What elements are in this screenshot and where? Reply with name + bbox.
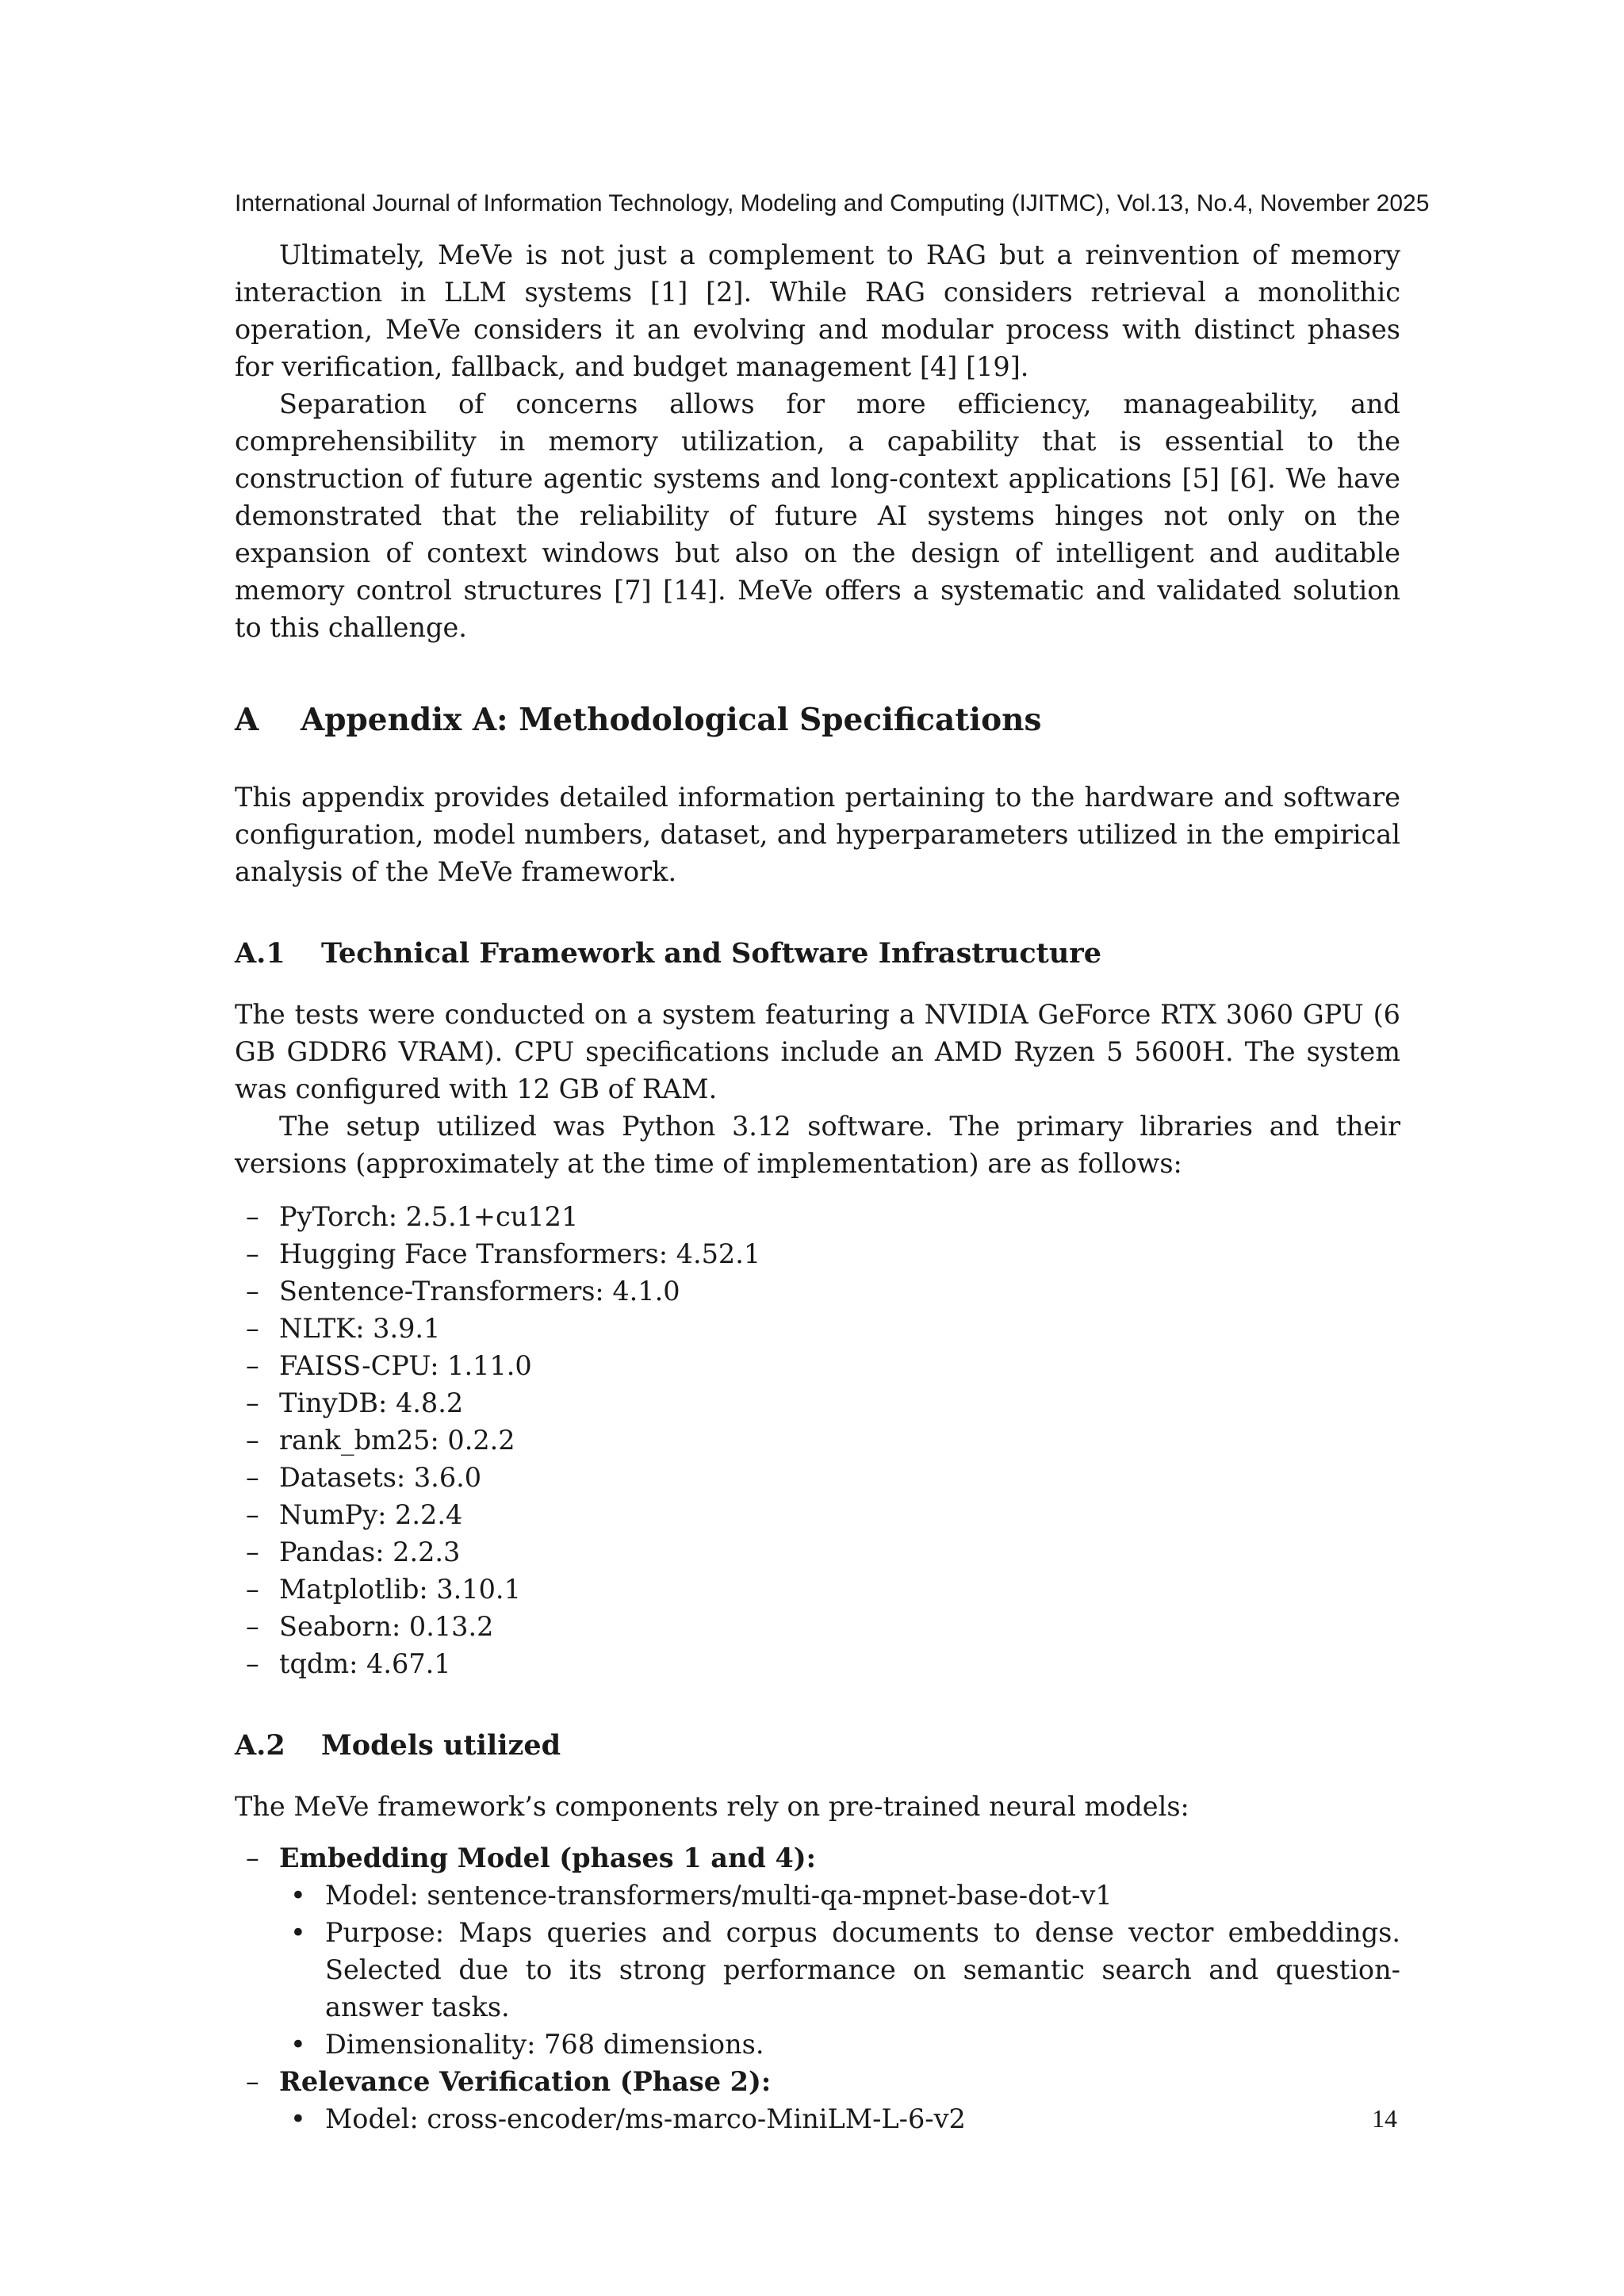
library-item: – Pandas: 2.2.3: [235, 1533, 1400, 1571]
running-header: International Journal of Information Technology, Modeling and Computing (IJITMC), Vol.13, No.4, November 2025: [235, 190, 1430, 216]
model-title: – Relevance Verification (Phase 2):: [279, 2066, 772, 2097]
library-item: – NLTK: 3.9.1: [235, 1310, 1400, 1347]
conclusion-paragraph-2: Separation of concerns allows for more efficiency, manageability, and comprehensibility in memory utilization, a capability that is essential to the construction of future agentic systems and long-context applications [5] [6]. We have demonstrated that the reliability of future AI systems hinges not only on the expansion of context windows but also on the design of intelligent and auditable memory control structures [7] [14]. MeVe offers a systematic and validated solution to this challenge.: [235, 388, 1400, 643]
model-item: [235, 2063, 1400, 2137]
model-detail: • Model: sentence-transformers/multi-qa-mpnet-base-dot-v1: [279, 1877, 1400, 1914]
appendix-intro: This appendix provides detailed information pertaining to the hardware and software configuration, model numbers, dataset, and hyperparameters utilized in the empirical analysis of the MeVe framework.: [235, 782, 1400, 887]
appendix-heading: [235, 702, 1400, 739]
library-list: [235, 1198, 1400, 1682]
library-item: – Matplotlib: 3.10.1: [235, 1571, 1400, 1608]
library-item: – TinyDB: 4.8.2: [235, 1384, 1400, 1422]
model-details: [279, 2100, 1400, 2137]
section-a2-number: A.2: [235, 1729, 285, 1762]
models-intro: The MeVe framework’s components rely on pre-trained neural models:: [235, 1791, 1189, 1822]
section-a2-title: Models utilized: [321, 1729, 561, 1762]
page-content: [235, 236, 1400, 2137]
model-detail: • Model: cross-encoder/ms-marco-MiniLM-L-6-v2: [279, 2100, 1400, 2137]
conclusion-paragraph-1: Ultimately, MeVe is not just a complement to RAG but a reinvention of memory interaction in LLM systems [1] [2]. While RAG considers retrieval a monolithic operation, MeVe considers it an evolving and modular process with distinct phases for verification, fallback, and budget management [4] [19].: [235, 239, 1400, 382]
section-a1-heading: [235, 935, 1400, 972]
library-item: – Seaborn: 0.13.2: [235, 1608, 1400, 1645]
library-item: – Datasets: 3.6.0: [235, 1459, 1400, 1496]
model-title: – Embedding Model (phases 1 and 4):: [279, 1843, 816, 1873]
library-item: – FAISS-CPU: 1.11.0: [235, 1347, 1400, 1384]
appendix-number: A: [235, 702, 259, 738]
model-detail: • Purpose: Maps queries and corpus documents to dense vector embeddings. Selected due to its strong performance on semantic search and question-answer tasks.: [279, 1914, 1400, 2026]
library-item: – Sentence-Transformers: 4.1.0: [235, 1272, 1400, 1310]
library-item: – NumPy: 2.2.4: [235, 1496, 1400, 1533]
hardware-paragraph: The tests were conducted on a system featuring a NVIDIA GeForce RTX 3060 GPU (6 GB GDDR6 VRAM). CPU specifications include an AMD Ryzen 5 5600H. The system was configured with 12 GB of RAM.: [235, 999, 1400, 1104]
section-a1-title: Technical Framework and Software Infrastructure: [321, 937, 1101, 970]
library-item: – PyTorch: 2.5.1+cu121: [235, 1198, 1400, 1235]
library-item: – Hugging Face Transformers: 4.52.1: [235, 1235, 1400, 1272]
model-list: [235, 1839, 1400, 2137]
section-a2-heading: [235, 1727, 1400, 1764]
software-paragraph: The setup utilized was Python 3.12 software. The primary libraries and their versions (approximately at the time of implementation) are as follows:: [235, 1111, 1400, 1179]
library-item: – tqdm: 4.67.1: [235, 1645, 1400, 1682]
model-details: [279, 1877, 1400, 2063]
model-detail: • Dimensionality: 768 dimensions.: [279, 2026, 1400, 2063]
appendix-title: Appendix A: Methodological Specifications: [301, 702, 1042, 738]
section-a1-number: A.1: [235, 937, 285, 970]
library-item: – rank_bm25: 0.2.2: [235, 1422, 1400, 1459]
model-item: [235, 1839, 1400, 2063]
page-number: 14: [1372, 2104, 1397, 2133]
